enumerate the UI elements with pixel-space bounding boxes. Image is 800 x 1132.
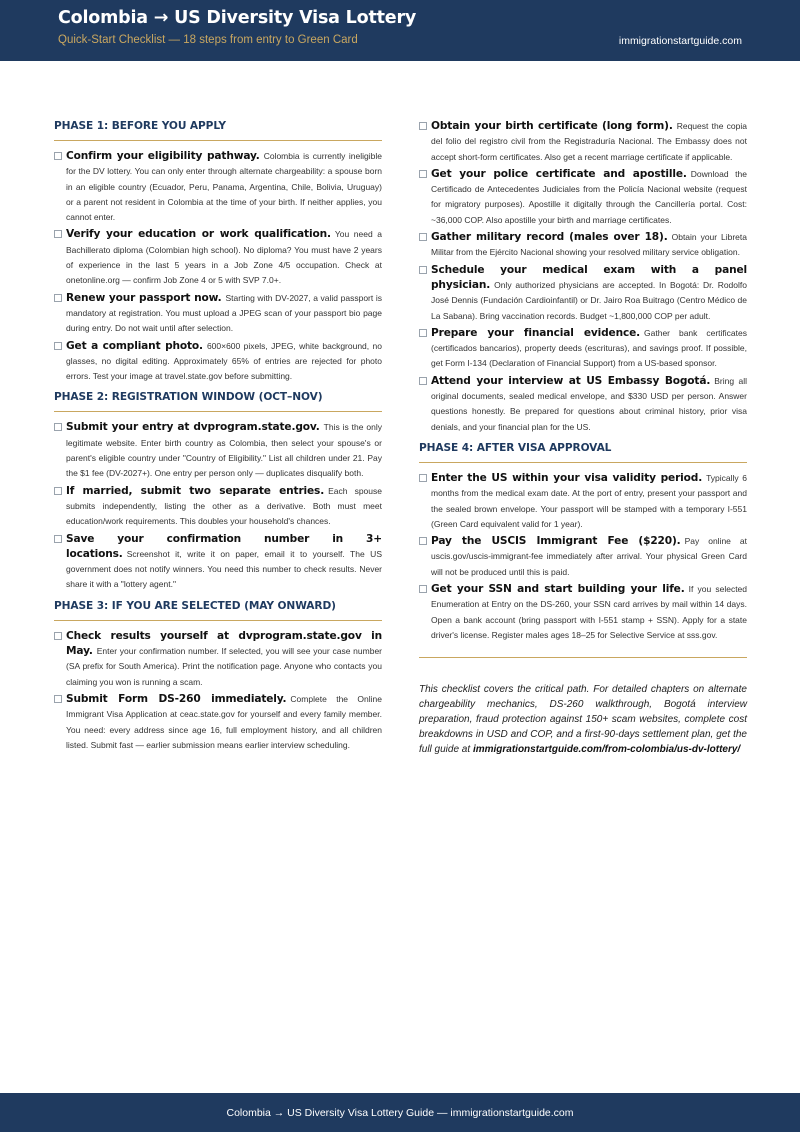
item-lead: Verify your education or work qualification. xyxy=(66,228,331,241)
checkbox[interactable] xyxy=(419,329,427,337)
checklist-item xyxy=(419,471,747,532)
guide-link[interactable]: immigrationstartguide.com/from-colombia/us-dv-lottery/ xyxy=(472,744,741,756)
checklist-item xyxy=(419,263,747,324)
item-body: If you selected Enumeration at Entry on the DS-260, your SSN card arrives by mail within 14 days. Open a bank account (bring passport with I-551 stamp + SSN). Apply for a state driver's license. Register males ages 18–25 for Selective Service at sss.gov. xyxy=(431,584,748,640)
item-lead: Renew your passport now. xyxy=(66,291,222,304)
checklist-item xyxy=(54,532,382,593)
item-body: Obtain your Libreta Militar from the Ejército Nacional showing your resolved military service obligation. xyxy=(431,232,747,258)
item-body: Each spouse submits independently, listing the other as a derivative. Both must meet education/work requirements. This doubles your household's chances. xyxy=(66,485,382,527)
checkbox[interactable] xyxy=(419,537,427,545)
item-lead: Pay the USCIS Immigrant Fee ($220). xyxy=(431,535,681,548)
checklist-item xyxy=(419,119,747,165)
checkbox[interactable] xyxy=(54,632,62,640)
item-lead: Submit your entry at dvprogram.state.gov. xyxy=(66,421,320,434)
item-lead: Enter the US within your visa validity period. xyxy=(431,471,703,484)
item-body: Bring all original documents, sealed medical envelope, and $330 USD per person. Answer questions honestly. Be prepared for questions about criminal history, prior visa denials, and your financial plan for the US. xyxy=(431,375,747,432)
item-body: Typically 6 months from the medical exam date. At the port of entry, present your passport and the sealed brown envelope. Your passport will be stamped with a temporary I-551 (Green Card equivalent valid for 1 year). xyxy=(431,472,748,529)
item-lead: Check results yourself at dvprogram.state.gov in May. xyxy=(66,629,382,658)
item-lead: Save your confirmation number in 3+ locations. xyxy=(66,532,382,560)
phase-heading: PHASE 3: IF YOU ARE SELECTED (MAY ONWARD) xyxy=(54,599,336,612)
item-body: Download the Certificado de Antecedentes Judiciales from the Policía Nacional website (request for migratory purposes). Apostille it digitally through the Cancillería portal. Cost: ~36,000 COP. Also apostille your birth and marriage certificates. xyxy=(431,168,747,225)
checklist-item xyxy=(419,326,747,372)
checklist-item xyxy=(419,230,747,261)
phase-heading: PHASE 1: BEFORE YOU APPLY xyxy=(54,120,226,132)
page-footer xyxy=(0,1093,800,1132)
checkbox[interactable] xyxy=(419,122,427,130)
item-lead: If married, submit two separate entries. xyxy=(66,484,325,497)
phase-3 xyxy=(54,599,382,753)
header-site-link[interactable]: immigrationstartguide.com xyxy=(618,35,742,47)
item-body: Starting with DV-2027, a valid passport is mandatory at registration. You must upload a JPEG scan of your passport bio page during entry. Do not wait until after selection. xyxy=(66,292,383,334)
checkbox[interactable] xyxy=(419,233,427,241)
checklist-item xyxy=(419,167,747,228)
item-body: Enter your confirmation number. If selected, you will see your case number (SA prefix for South America). Print the notification page. Anyone who contacts you claiming you won is running a scam. xyxy=(66,646,382,687)
checkbox[interactable] xyxy=(419,170,427,178)
item-lead: Obtain your birth certificate (long form). xyxy=(431,120,673,132)
document-subtitle: Quick-Start Checklist — 18 steps from entry to Green Card xyxy=(58,34,358,46)
phase-divider xyxy=(419,462,747,463)
checklist-item xyxy=(54,420,382,481)
checklist-item xyxy=(54,227,382,288)
item-body: Gather bank certificates (certificados bancarios), property deeds (escrituras), and savings proof. If possible, get Form I-134 (Declaration of Financial Support) from a US-based sponsor. xyxy=(431,327,748,369)
checkbox[interactable] xyxy=(54,487,62,495)
phase-divider xyxy=(54,620,382,621)
checklist-item xyxy=(419,582,747,643)
footer-text: Colombia → US Diversity Visa Lottery Guide — immigrationstartguide.com xyxy=(226,1106,574,1119)
item-body: Complete the Online Immigrant Visa Application at ceac.state.gov for yourself and every family member. You need: every address since age 16, full employment history, and all children listed. Submit fast — earlier submission means earlier interview scheduling. xyxy=(66,693,382,750)
checkbox[interactable] xyxy=(54,230,62,238)
checkbox[interactable] xyxy=(54,535,62,543)
item-lead: Confirm your eligibility pathway. xyxy=(66,150,260,162)
item-lead: Get a compliant photo. xyxy=(66,339,203,352)
item-body: Only authorized physicians are accepted. In Bogotá: Dr. Rodolfo José Dennis (Fundación Cardioinfantil) or Dr. Jairo Roa Buitrago (Centro Médico de La Sabana). Bring vaccination records. Budget ~1,800,000 COP per adult. xyxy=(431,279,747,321)
checkbox[interactable] xyxy=(419,474,427,482)
checklist-item xyxy=(54,291,382,337)
checklist-item xyxy=(54,692,382,753)
phase-heading: PHASE 2: REGISTRATION WINDOW (OCT–NOV) xyxy=(54,391,323,404)
checklist-item xyxy=(54,484,382,530)
item-body: Pay online at uscis.gov/uscis-immigrant-fee immediately after arrival. Your physical Green Card will not be produced until this is paid. xyxy=(431,536,747,577)
item-lead: Gather military record (males over 18). xyxy=(431,231,668,244)
item-body: Request the copia del folio del registro civil from the Registraduría Nacional. The Embassy does not accept short-form certificates. Also get a recent marriage certificate if applicable. xyxy=(431,121,747,162)
item-lead: Get your police certificate and apostille. xyxy=(431,167,687,180)
item-lead: Submit Form DS-260 immediately. xyxy=(66,692,287,705)
checkbox[interactable] xyxy=(419,585,427,593)
closing-text: This checklist covers the critical path. For detailed chapters on alternate chargeability mechanics, DS-260 walkthrough, Bogotá interview preparation, fraud protection against 150+ scam websites, complete cost breakdowns in USD and COP, and a first-90-days settlement plan, get the full guide at xyxy=(419,684,747,756)
item-body: You need a Bachillerato diploma (Colombian high school). No diploma? You must have 2 years of experience in the last 5 years in a Job Zone 4/5 occupation. Check at onetonline.org — confirm Job Zone 4 or 5 with SVP 7.0+. xyxy=(66,229,382,286)
phase-divider xyxy=(54,140,382,141)
item-body: 600×600 pixels, JPEG, white background, no glasses, no digital editing. Approximately 65% of entries are rejected for photo errors. Test your image at travel.state.gov before submitting. xyxy=(66,340,382,382)
checklist-item xyxy=(54,149,382,225)
phase-divider xyxy=(54,411,382,412)
item-lead: Prepare your financial evidence. xyxy=(431,326,641,339)
page-header xyxy=(0,0,800,61)
item-body: Screenshot it, write it on paper, email it to yourself. The US government does not notify winners. You need this number to check results. Never share it with a "lottery agent." xyxy=(66,548,382,590)
phase-2 xyxy=(54,390,382,592)
checklist-item xyxy=(54,629,382,690)
checkbox[interactable] xyxy=(54,152,62,160)
item-lead: Schedule your medical exam with a panel physician. xyxy=(431,263,747,291)
checklist-item xyxy=(419,534,747,580)
checklist-item xyxy=(419,374,747,435)
item-body: Colombia is currently ineligible for the DV lottery. You can only enter through alternate chargeability: a spouse born in an eligible country (Ecuador, Peru, Panama, Argentina, Chile, Bolivia, Uruguay) or a parent not resident in Colombia at the time of your birth. If neither applies, you cannot enter. xyxy=(66,151,382,223)
document-title: Colombia → US Diversity Visa Lottery xyxy=(58,8,417,28)
checkbox[interactable] xyxy=(54,423,62,431)
closing-note xyxy=(419,682,747,757)
checkbox[interactable] xyxy=(54,294,62,302)
item-lead: Get your SSN and start building your life. xyxy=(431,583,685,596)
closing-divider xyxy=(419,657,747,658)
phase-heading: PHASE 4: AFTER VISA APPROVAL xyxy=(419,441,612,454)
phase-1 xyxy=(54,119,382,384)
checklist-item xyxy=(54,339,382,385)
checkbox[interactable] xyxy=(419,266,427,274)
checkbox[interactable] xyxy=(54,342,62,350)
checkbox[interactable] xyxy=(54,695,62,703)
item-body: This is the only legitimate website. Enter birth country as Colombia, then select your spouse's or parent's eligible country under "Country of Eligibility." List all children under 21. Pay the $1 fee (DV-2027+). One entry per person only — duplicates disqualify both. xyxy=(66,422,382,479)
left-column xyxy=(54,119,382,755)
checkbox[interactable] xyxy=(419,377,427,385)
right-column xyxy=(419,119,747,757)
phase-4 xyxy=(419,441,747,643)
item-lead: Attend your interview at US Embassy Bogotá. xyxy=(431,374,711,387)
